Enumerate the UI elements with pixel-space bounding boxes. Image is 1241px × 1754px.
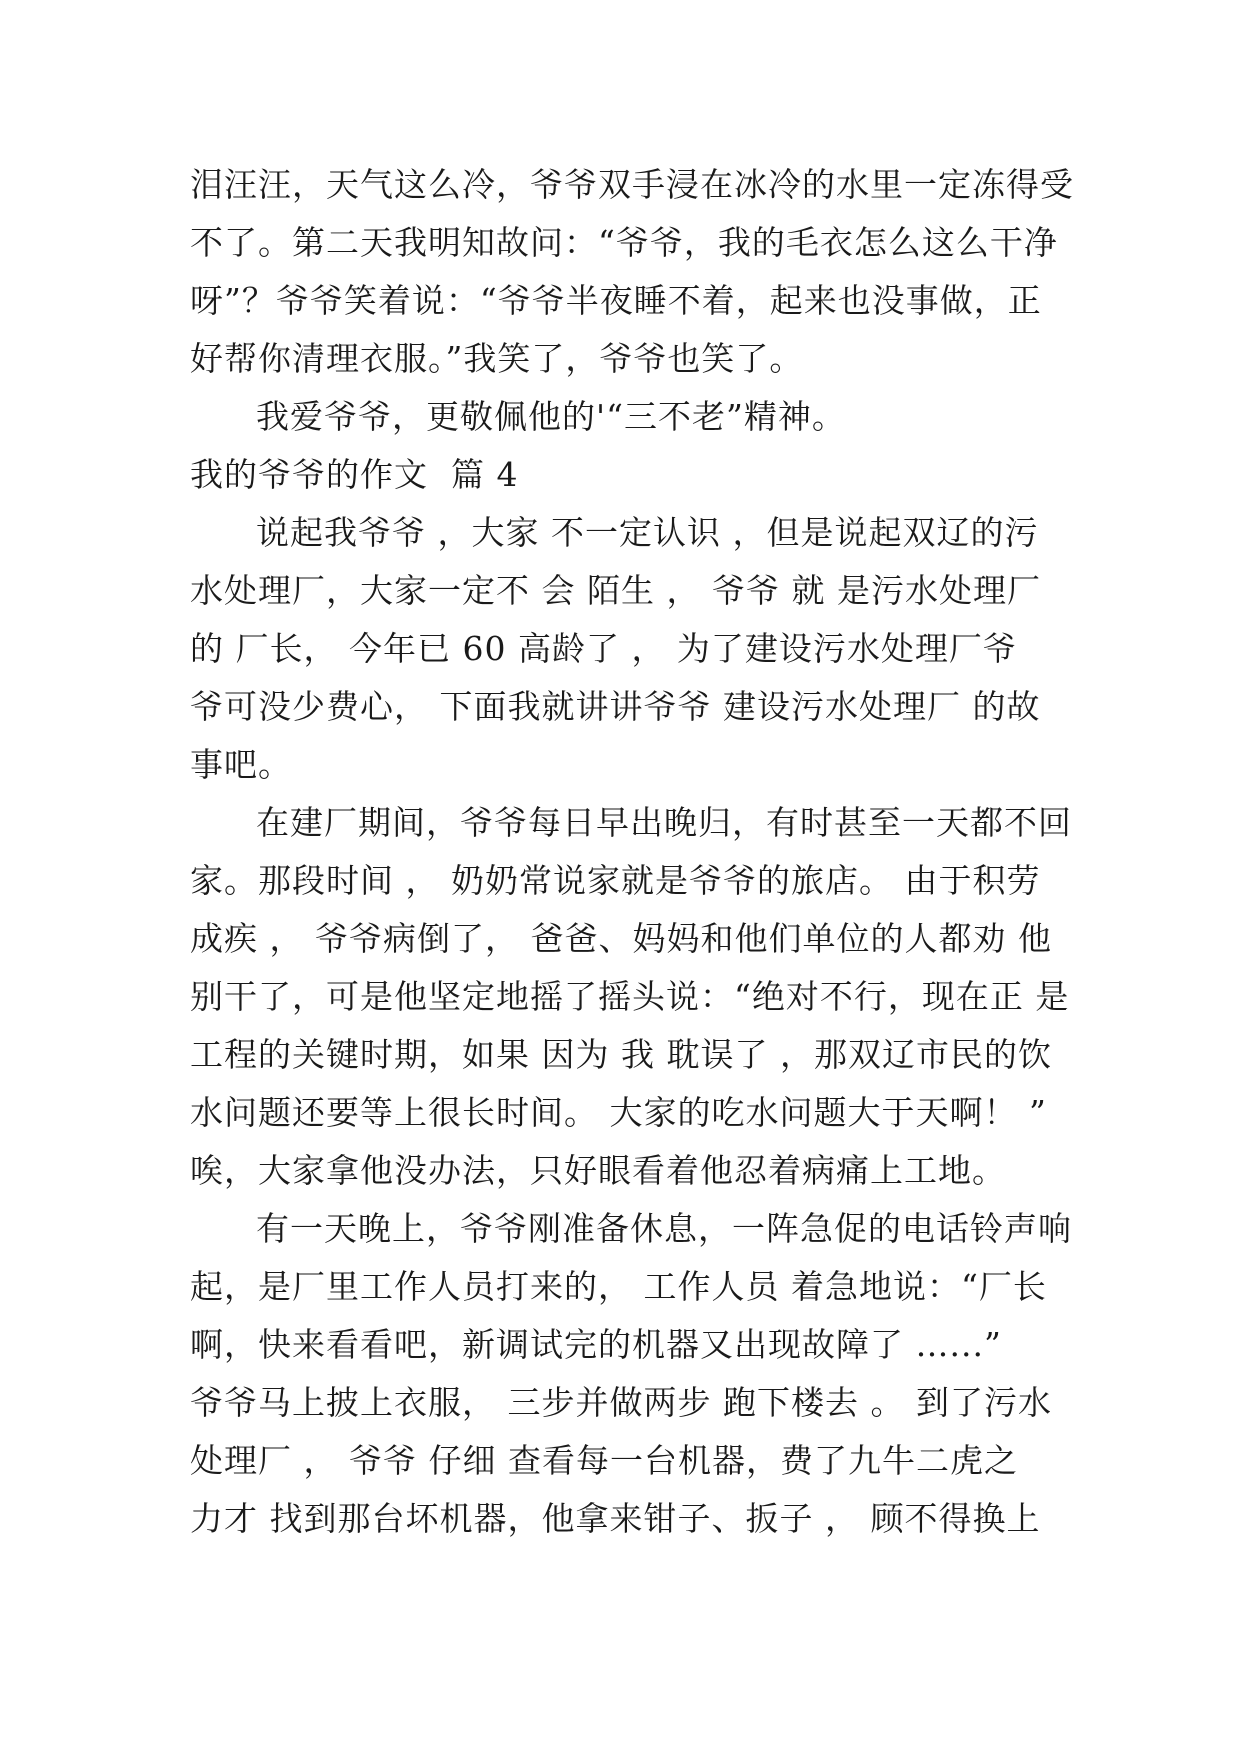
text-line: 有一天晚上，爷爷刚准备休息，一阵急促的电话铃声响 (256, 1209, 1072, 1248)
text-line: 水处理厂，大家一定不 会 陌生 ， 爷爷 就 是污水处理厂 (190, 571, 1041, 610)
text-line: 说起我爷爷 ，大家 不一定认识 ，但是说起双辽的污 (256, 513, 1039, 552)
text-line: 呀”？爷爷笑着说：“爷爷半夜睡不着，起来也没事做，正 (190, 281, 1042, 320)
text-line: 爷可没少费心， 下面我就讲讲爷爷 建设污水处理厂 的故 (190, 687, 1041, 726)
text-line: 家。那段时间 ， 奶奶常说家就是爷爷的旅店。 由于积劳 (190, 861, 1041, 900)
text-line: 我爱爷爷，更敬佩他的'“三不老”精神。 (256, 397, 846, 436)
text-line: 工程的关键时期，如果 因为 我 耽误了 ，那双辽市民的饮 (190, 1035, 1052, 1074)
section-heading (190, 446, 1050, 504)
text-line: 唉，大家拿他没办法，只好眼看着他忍着病痛上工地。 (190, 1151, 1006, 1190)
text-line: 别干了，可是他坚定地摇了摇头说：“绝对不行，现在正 是 (190, 977, 1070, 1016)
paragraph-1 (190, 156, 1074, 388)
text-line: 成疾 ， 爷爷病倒了， 爸爸、妈妈和他们单位的人都劝 他 (190, 919, 1052, 958)
text-line: 不了。第二天我明知故问：“爷爷，我的毛衣怎么这么干净 (190, 223, 1058, 262)
paragraph-2 (190, 388, 1050, 446)
document-body (190, 156, 1074, 1548)
paragraph-5 (190, 1200, 1072, 1548)
text-line: 力才 找到那台坏机器，他拿来钳子、扳子 ， 顾不得换上 (190, 1499, 1041, 1538)
text-line: 好帮你清理衣服。”我笑了，爷爷也笑了。 (190, 339, 804, 378)
paragraph-4 (190, 794, 1072, 1200)
text-line: 水问题还要等上很长时间。 大家的吃水问题大于天啊！ ” (190, 1093, 1047, 1132)
text-line: 泪汪汪，天气这么冷，爷爷双手浸在冰冷的水里一定冻得受 (190, 165, 1074, 204)
text-line: 爷爷马上披上衣服， 三步并做两步 跑下楼去 。 到了污水 (190, 1383, 1052, 1422)
text-line: 起，是厂里工作人员打来的， 工作人员 着急地说：“厂长 (190, 1267, 1047, 1306)
text-line: 的 厂长， 今年已 60 高龄了 ， 为了建设污水处理厂爷 (190, 629, 1017, 668)
paragraph-3 (190, 504, 1050, 794)
text-line: 在建厂期间，爷爷每日早出晚归，有时甚至一天都不回 (256, 803, 1072, 842)
heading-line: 我的爷爷的作文 篇 4 (190, 455, 519, 494)
text-line: 处理厂 ， 爷爷 仔细 查看每一台机器，费了九牛二虎之 (190, 1441, 1018, 1480)
text-line: 事吧。 (190, 745, 292, 784)
text-line: 啊，快来看看吧，新调试完的机器又出现故障了 …...” (190, 1325, 1002, 1364)
